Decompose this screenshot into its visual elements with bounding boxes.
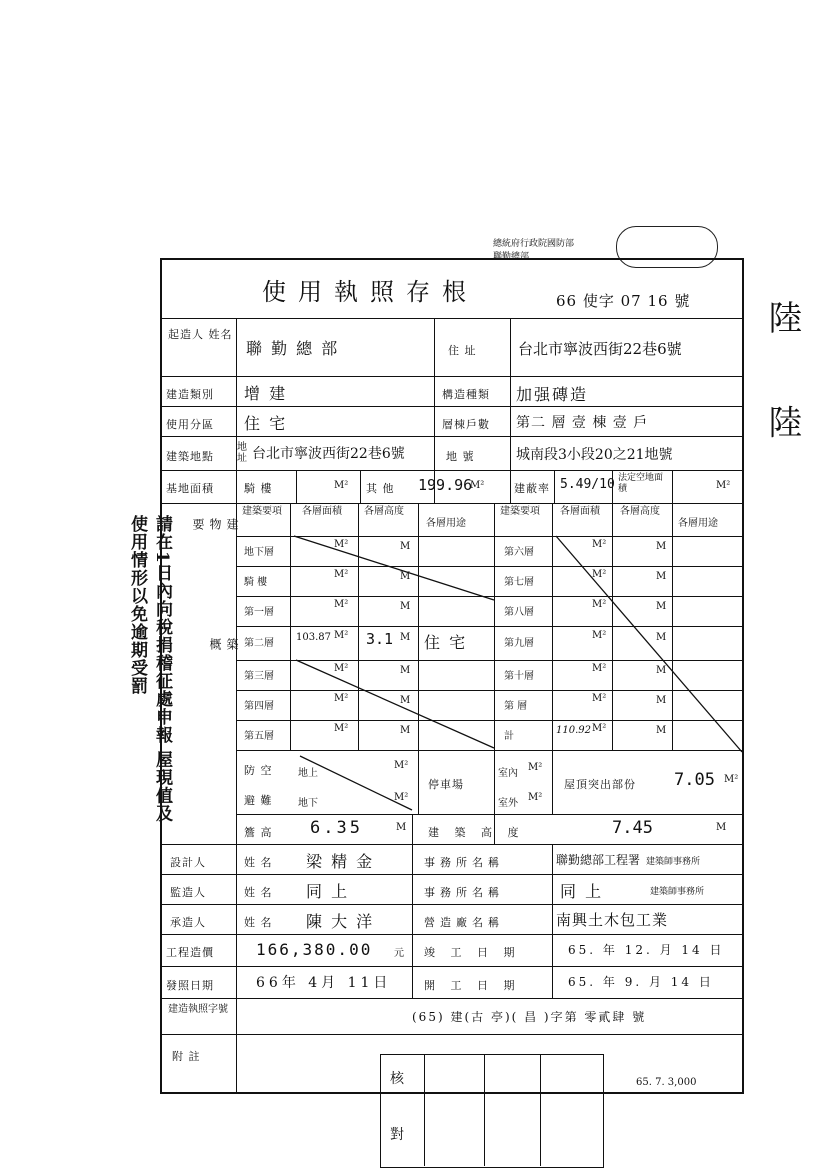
floor-area-unit-left: M² [334,539,349,550]
address-label: 住 址 [448,344,477,357]
check-divider [484,1054,485,1166]
designer-name-label: 姓 名 [244,856,273,869]
floor-height-unit-left: M [400,632,411,643]
floor-count-label: 層棟戶數 [442,418,490,431]
roof-label: 屋頂突出部份 [564,778,636,791]
floor-name-left: 第一層 [244,607,274,618]
col-height-right: 各層高度 [620,506,660,517]
supervisor-office-suffix: 建築師事務所 [650,887,705,897]
col-item: 建築要項 [242,506,282,517]
cost-label: 工程造價 [166,946,214,959]
supervisor-office-label: 事務所名稱 [424,886,504,899]
eave-value: 6.35 [310,818,363,838]
contractor-name: 陳 大 洋 [306,912,375,931]
shelter-below-unit: M² [394,792,409,803]
floor-height-unit-left: M [400,695,411,706]
supervisor-office: 同 上 [560,882,604,901]
floor-area-left: 103.87 [296,632,331,643]
eave-unit: M [396,822,407,833]
floor-use-left: 住 宅 [424,633,468,652]
floor-name-left: 第三層 [244,671,274,682]
floor-area-unit-right: M² [592,539,607,550]
other-value: 199.96 [418,476,473,494]
shelter-label2: 避 難 [244,794,273,807]
roof-unit: M² [724,774,739,785]
floor-area-right: 110.92 [556,725,591,736]
site-addr-label: 地址 [237,442,247,464]
floor-area-unit-left: M² [334,723,349,734]
check-divider [540,1054,541,1166]
floor-height-unit-left: M [400,665,411,676]
other-unit: M² [470,480,485,491]
floor-height-unit-right: M [656,695,667,706]
col-height: 各層高度 [364,506,404,517]
permit-value: (65) 建(古 亭)( 昌 )字第 零貳肆 號 [412,1010,647,1024]
floor-area-unit-left: M² [334,663,349,674]
license-number: 66 使字 07 16 號 [556,292,691,310]
parking-indoor: 室內 [498,768,518,779]
area-label: 基地面積 [166,482,214,495]
col-area-right: 各層面積 [560,506,600,517]
lot-value: 城南段3小段20之21地號 [516,447,673,463]
address-value: 台北市寧波西街22巷6號 [518,340,682,358]
site-addr-value: 台北市寧波西街22巷6號 [252,446,405,462]
use-zone-value: 住 宅 [244,414,288,433]
permit-label: 建造執照字號 [168,1004,228,1015]
floor-height-unit-right: M [656,541,667,552]
supervisor-name-label: 姓 名 [244,886,273,899]
contractor-firm: 南興土木包工業 [556,911,669,929]
legal-space-unit: M² [716,480,731,491]
floor-name-left: 騎 樓 [244,577,268,588]
floor-name-left: 第四層 [244,701,274,712]
floor-height-unit-right: M [656,571,667,582]
floor-name-left: 第五層 [244,731,274,742]
form-title: 使用執照存根 [262,278,478,306]
floor-name-right: 第八層 [504,607,534,618]
print-info: 65. 7. 3,000 [636,1077,697,1088]
issue-date: 66年 4月 11日 [256,975,392,991]
arcade-unit: M² [334,480,349,491]
contractor-name-label: 姓 名 [244,916,273,929]
cost-unit: 元 [394,948,404,959]
bldg-height-unit: M [716,822,727,833]
eave-label: 簷 高 [244,826,273,839]
bldg-height-value: 7.45 [612,818,653,838]
floor-height-left: 3.1 [366,630,394,648]
applicant-value: 聯 勤 總 部 [246,339,340,358]
col-item-right: 建築要項 [500,506,540,517]
shelter-above: 地上 [298,768,318,779]
stamp-line1: 總統府行政院國防部 [493,239,575,249]
note-label: 附 註 [172,1050,201,1063]
floor-height-unit-left: M [400,541,411,552]
floor-name-right: 第 層 [504,701,528,712]
floor-height-unit-right: M [656,632,667,643]
designer-office: 聯勤總部工程署 [556,853,641,867]
check-divider [424,1054,425,1166]
floor-area-unit-right: M² [592,599,607,610]
coverage-label: 建蔽率 [514,482,550,495]
build-type-value: 增 建 [244,384,288,403]
use-zone-label: 使用分區 [166,418,214,431]
start-date: 65. 年 9. 月 14 日 [568,975,714,989]
parking-indoor-unit: M² [528,762,543,773]
bldg-height-label: 建 築 高 度 [428,826,525,839]
stamp-line2: 聯勤總部 [493,252,530,262]
cost-value: 166,380.00 [256,940,373,959]
floor-height-unit-right: M [656,601,667,612]
floor-height-unit-right: M [656,665,667,676]
designer-office-suffix: 建築師事務所 [646,857,701,867]
designer-office-label: 事務所名稱 [424,856,504,869]
coverage-value: 5.49/10 [560,477,615,492]
parking-outdoor-unit: M² [528,792,543,803]
floor-name-right: 第十層 [504,671,534,682]
floor-area-unit-right: M² [592,723,607,734]
shelter-below: 地下 [298,798,318,809]
site-label: 建築地點 [166,450,214,463]
roof-value: 7.05 [674,770,715,790]
col-use-right: 各層用途 [678,518,718,529]
lot-label: 地 號 [446,450,475,463]
build-type-label: 建造類別 [166,388,214,401]
designer-label: 設計人 [170,856,206,869]
legal-space-label: 法定空地面積 [618,473,664,494]
side-marks: 陸 陸 [762,300,802,469]
floor-area-unit-left: M² [334,569,349,580]
applicant-label: 起造人 姓名 [168,328,233,341]
floor-height-unit-left: M [400,601,411,612]
floor-name-right: 第七層 [504,577,534,588]
supervisor-label: 監造人 [170,886,206,899]
floor-name-right: 第六層 [504,547,534,558]
floor-area-unit-left: M² [334,693,349,704]
floor-area-unit-right: M² [592,569,607,580]
contractor-label: 承造人 [170,916,206,929]
parking-outdoor: 室外 [498,798,518,809]
floor-name-right: 計 [504,731,514,742]
col-area: 各層面積 [302,506,342,517]
floor-name-left: 地下層 [244,547,274,558]
contractor-firm-label: 營造廠名稱 [424,916,504,929]
floor-count-value: 第二 層 壹 棟 壹 戶 [516,415,649,431]
check-label-1: 核 [390,1071,405,1087]
check-label-2: 對 [390,1127,405,1143]
arcade-label: 騎 樓 [244,482,273,495]
floor-name-right: 第九層 [504,638,534,649]
completion-label: 竣 工 日 期 [424,946,521,959]
issue-label: 發照日期 [166,979,214,992]
handwritten-note: 請在1日內向稅捐稽征處申報 屋現值及使用情形以免逾期受罰 [127,515,172,823]
floor-height-unit-left: M [400,725,411,736]
col-use: 各層用途 [426,518,466,529]
start-label: 開 工 日 期 [424,979,521,992]
floor-area-unit-right: M² [592,630,607,641]
structure-label: 構造種類 [442,388,490,401]
parking-label: 停車場 [428,778,464,791]
floor-height-unit-left: M [400,571,411,582]
floor-area-unit-left: M² [334,630,349,641]
floor-area-unit-right: M² [592,693,607,704]
floor-area-unit-left: M² [334,599,349,610]
structure-value: 加强磚造 [516,385,589,404]
designer-name: 梁 精 金 [306,852,375,871]
completion-date: 65. 年 12. 月 14 日 [568,943,725,957]
other-label: 其 他 [366,482,395,495]
overview-side-label: 建 築 物 概 要 [191,518,239,702]
shelter-above-unit: M² [394,760,409,771]
supervisor-name: 同 上 [306,882,350,901]
floor-height-unit-right: M [656,725,667,736]
check-box [380,1054,604,1168]
shelter-label1: 防 空 [244,764,273,777]
floor-area-unit-right: M² [592,663,607,674]
floor-name-left: 第二層 [244,638,274,649]
